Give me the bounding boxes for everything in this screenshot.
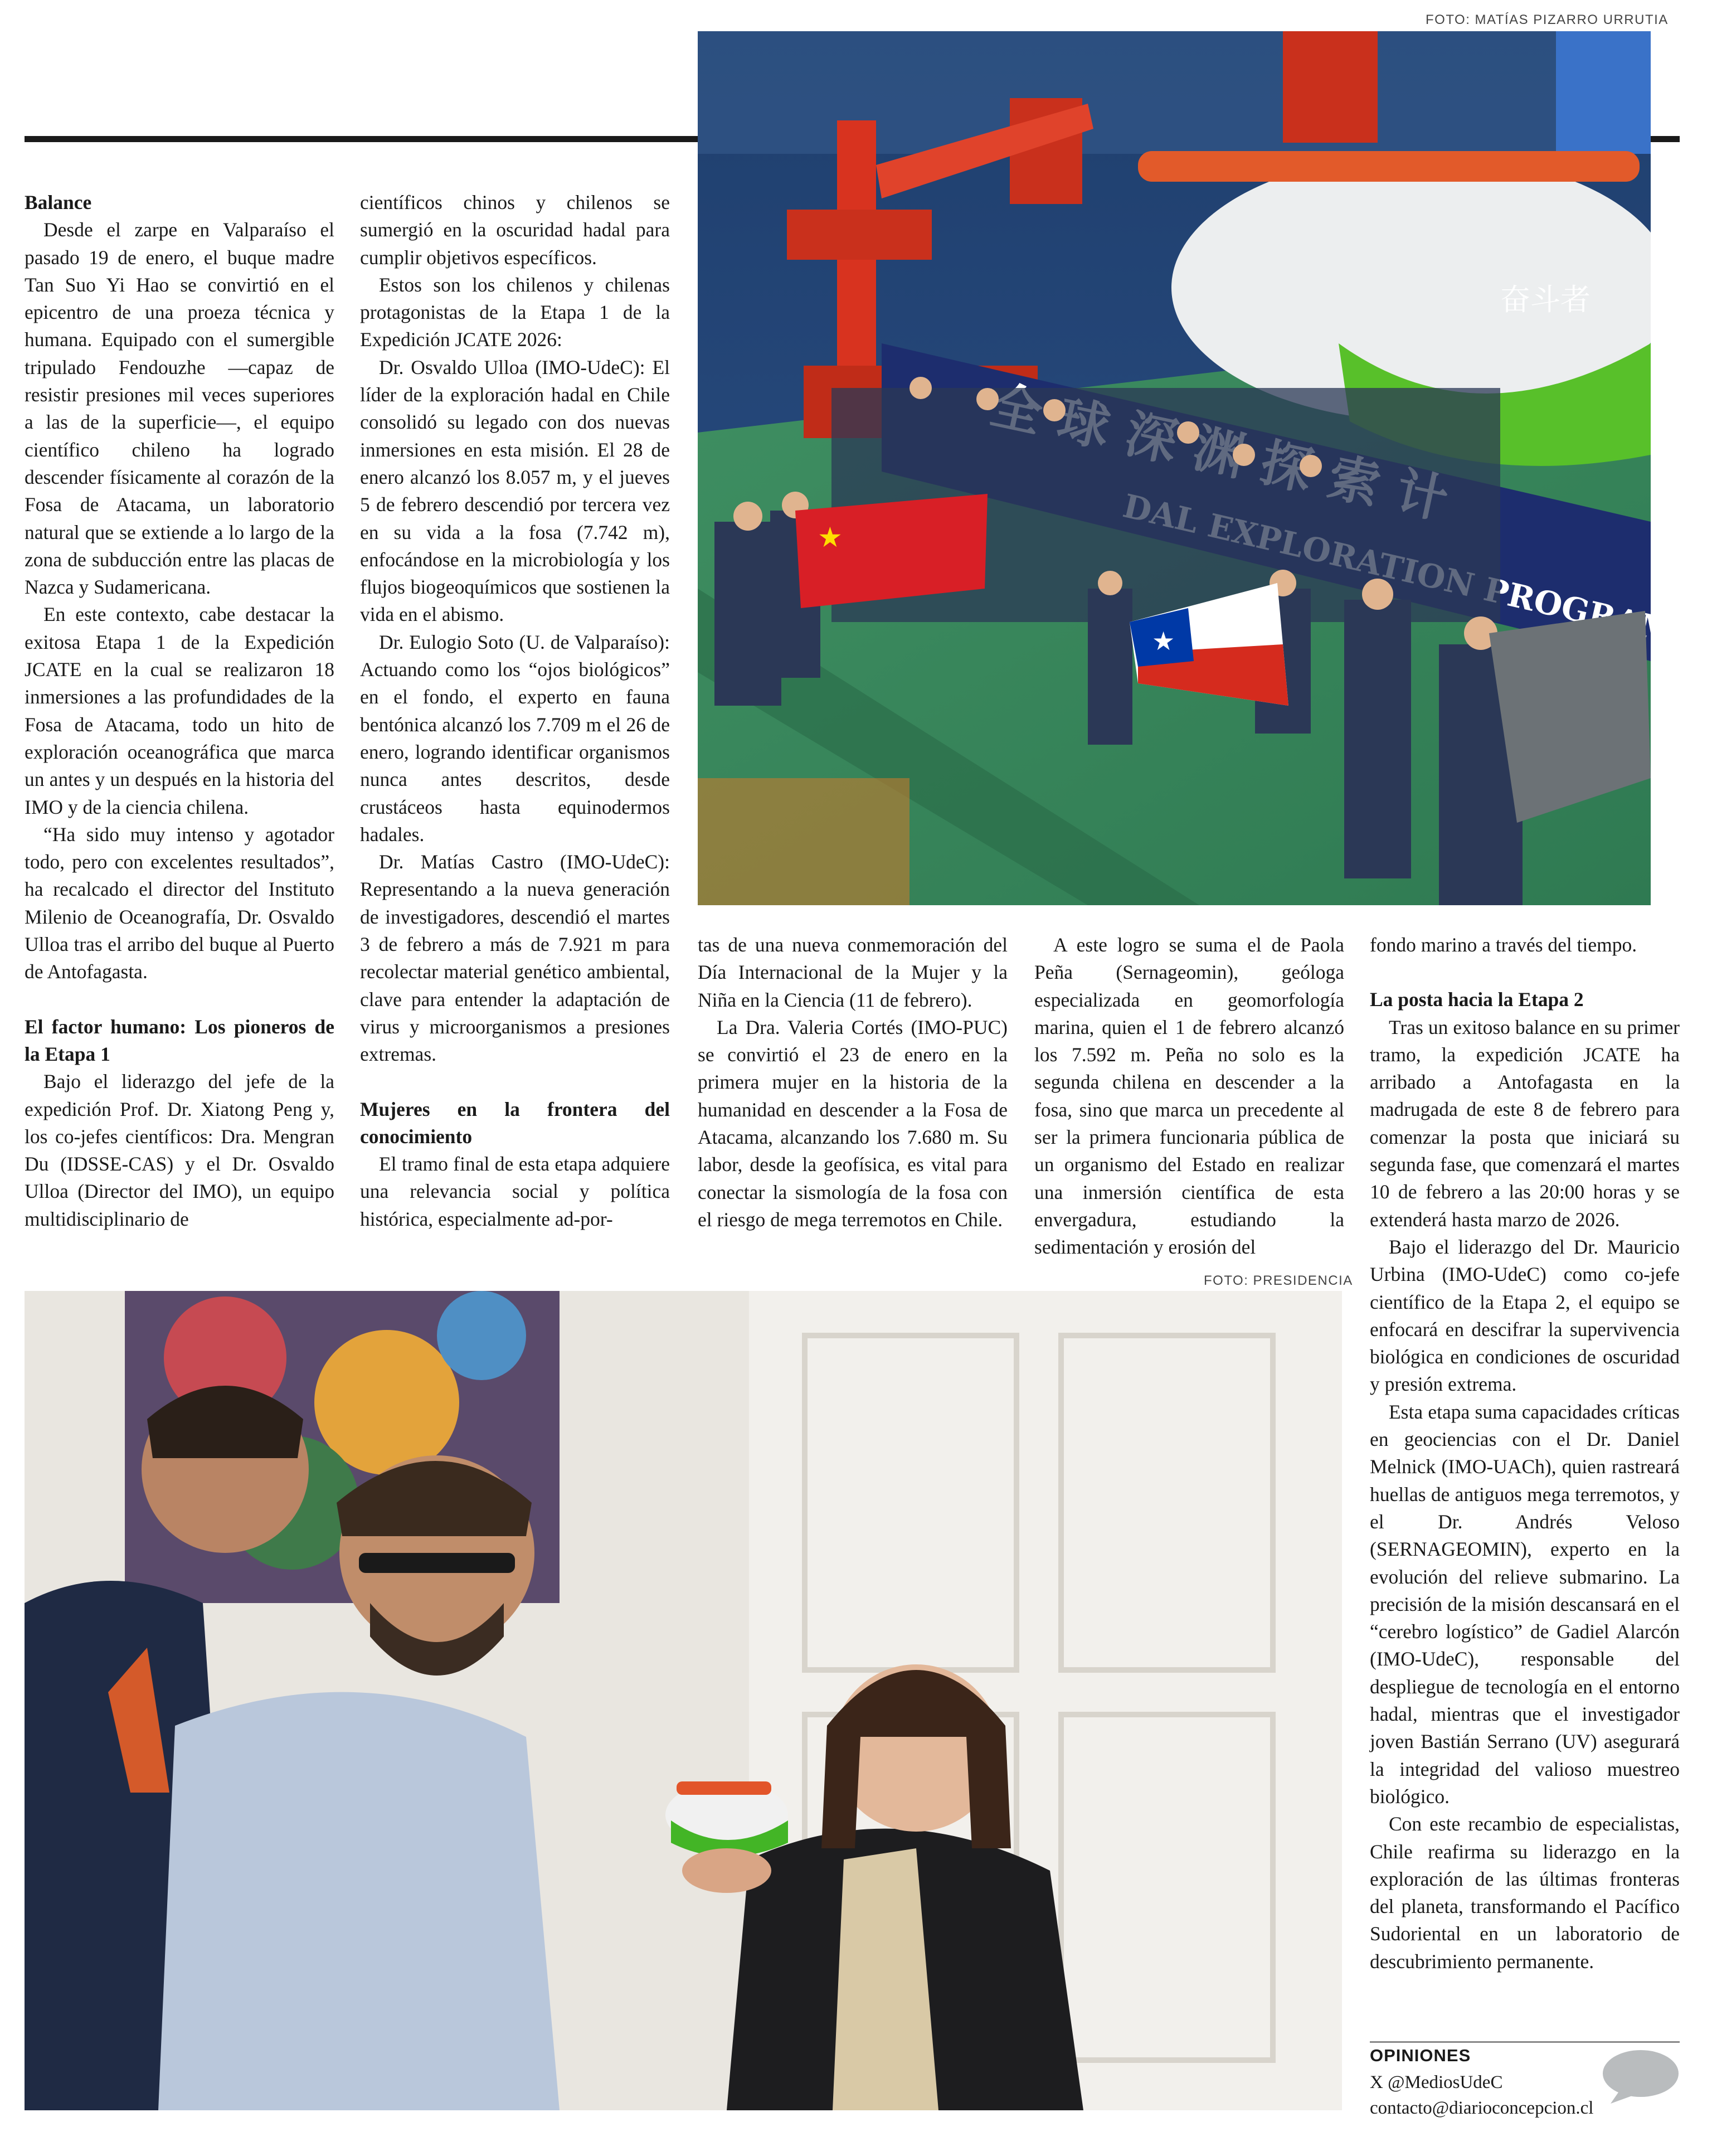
svg-text:★: ★ <box>1152 626 1175 656</box>
paragraph: Dr. Matías Castro (IMO-UdeC): Representando a la nueva generación de investigadores, descendió el martes 3 de febrero a más de 7.921 m para recolectar material genético ambiental, clave para entender la adaptación de virus y microorganismos a presiones extremas. <box>360 851 670 1066</box>
expedition-group-photo <box>698 31 1651 905</box>
paragraph: Dr. Eulogio Soto (U. de Valparaíso): Actuando como los “ojos biológicos” en el fondo, el experto en fauna bentónica alcanzó los 7.709 m el 26 de enero, logrando identificar organismos nunca antes descritos, desde crustáceos hasta equinodermos hadales. <box>360 630 670 846</box>
paragraph: Desde el zarpe en Valparaíso el pasado 19 de enero, el buque madre Tan Suo Yi Hao se convirtió en el epicentro de una proeza técnica y humana. Equipado con el sumergible tripulado Fendouzhe —capaz de resistir presiones mil veces superiores a las de la superficie—, el equipo científico chileno ha logrado descender físicamente al corazón de la Fosa de Atacama, un laboratorio natural que se extiende a lo largo de la zona de subducción entre las placas de Nazca y Sudamericana. <box>25 218 334 599</box>
top-rule-left <box>25 136 698 142</box>
submersible-name: 奋斗者 <box>1500 282 1591 317</box>
top-rule-right <box>1648 136 1680 142</box>
paragraph: Bajo el liderazgo del Dr. Mauricio Urbina (IMO-UdeC) como co-jefe científico de la Etapa 2, el equipo se enfocará en descifrar la supervivencia biológica en condiciones de oscuridad y presión extrema. <box>1370 1235 1680 1396</box>
top-photo <box>698 31 1651 905</box>
footer-email[interactable]: contacto@diarioconcepcion.cl <box>1370 2098 1594 2118</box>
article-column-3 <box>698 931 1008 1234</box>
paragraph: Con este recambio de especialistas, Chile reafirma su liderazgo en la exploración de las últimas fronteras del planeta, transformando el Pacífico Sudoriental en un laboratorio de descubrimiento permanente. <box>1370 1813 1680 1973</box>
paragraph: Estos son los chilenos y chilenas protagonistas de la Etapa 1 de la Expedición JCATE 2026: <box>360 273 670 351</box>
china-flag-graphic <box>795 494 988 608</box>
paragraph: En este contexto, cabe destacar la exitosa Etapa 1 de la Expedición JCATE en la cual se realizaron 18 inmersiones a las profundidades de la Fosa de Atacama, todo un hito de exploración oceanográfica que marca un antes y un después en la historia del IMO y de la ciencia chilena. <box>25 603 334 818</box>
footer-title: OPINIONES <box>1370 2046 1471 2065</box>
paragraph: Bajo el liderazgo del jefe de la expedición Prof. Dr. Xiatong Peng y, los co-jefes científicos: Dra. Mengran Du (IDSSE-CAS) y el Dr. Osvaldo Ulloa (Director del IMO), un equipo multidisciplinario de <box>25 1070 334 1230</box>
paragraph: El tramo final de esta etapa adquiere una relevancia social y política histórica, especialmente ad-por- <box>360 1153 670 1230</box>
bottom-photo-credit: FOTO: PRESIDENCIA <box>1204 1273 1353 1288</box>
paragraph: Tras un exitoso balance en su primer tramo, la expedición JCATE ha arribado a Antofagasta en la madrugada de este 8 de febrero para comenzar la posta que iniciará su segunda fase, que comenzará el martes 10 de febrero a las 20:00 horas y se extenderá hasta marzo de 2026. <box>1370 1016 1680 1231</box>
footer-social-handle[interactable]: X @MediosUdeC <box>1370 2072 1503 2092</box>
submersible-model-graphic <box>665 1781 788 1857</box>
article-column-4 <box>1034 931 1344 1261</box>
speech-bubble-icon <box>1598 2049 1680 2108</box>
footer-rule <box>1370 2041 1680 2043</box>
subhead-mujeres: Mujeres en la frontera del conocimiento <box>360 1098 670 1148</box>
article-column-1 <box>25 189 334 1233</box>
subhead-factor-humano: El factor humano: Los pioneros de la Etapa 1 <box>25 1015 334 1065</box>
paragraph: “Ha sido muy intenso y agotador todo, pero con excelentes resultados”, ha recalcado el director del Instituto Milenio de Oceanografía, Dr. Osvaldo Ulloa tras el arribo del buque al Puerto de Antofagasta. <box>25 823 334 983</box>
paragraph: La Dra. Valeria Cortés (IMO-PUC) se convirtió el 23 de enero en la primera mujer en la historia de la humanidad en descender a la Fosa de Atacama, alcanzando los 7.680 m. Su labor, desde la geofísica, es vital para conectar la sismología de la fosa con el riesgo de mega terremotos en Chile. <box>698 1016 1008 1231</box>
svg-text:★: ★ <box>818 521 843 553</box>
president-meeting-photo <box>25 1291 1342 2110</box>
top-photo-credit: FOTO: MATÍAS PIZARRO URRUTIA <box>1426 12 1669 27</box>
paragraph-continued: científicos chinos y chilenos se sumergió en la oscuridad hadal para cumplir objetivos específicos. <box>360 191 670 269</box>
subhead-posta-etapa-2: La posta hacia la Etapa 2 <box>1370 988 1584 1011</box>
paragraph-continued: fondo marino a través del tiempo. <box>1370 934 1637 956</box>
subhead-balance: Balance <box>25 191 92 213</box>
article-column-5 <box>1370 931 1680 1975</box>
paragraph: Dr. Osvaldo Ulloa (IMO-UdeC): El líder de la exploración hadal en Chile consolidó su legado con dos nuevas inmersiones en esta misión. El 28 de enero alcanzó los 8.057 m, y el jueves 5 de febrero descendió por tercera vez en su vida a la fosa (7.742 m), enfocándose en la microbiología y los flujos biogeoquímicos que sostienen la vida en el abismo. <box>360 356 670 626</box>
bottom-photo <box>25 1291 1342 2110</box>
banner-english-text: PROGRAMME <box>1480 570 1651 665</box>
paragraph: A este logro se suma el de Paola Peña (Sernageomin), geóloga especializada en geomorfología marina, quien el 1 de febrero alcanzó los 7.592 m. Peña no solo es la segunda chilena en descender a la fosa, sino que marca un precedente al ser la primera funcionaria pública de un organismo del Estado en realizar una inmersión científica de esta envergadura, estudiando la sedimentación y erosión del <box>1034 934 1344 1259</box>
paragraph-continued: tas de una nueva conmemoración del Día Internacional de la Mujer y la Niña en la Ciencia (11 de febrero). <box>698 934 1008 1011</box>
paragraph: Esta etapa suma capacidades críticas en geociencias con el Dr. Daniel Melnick (IMO-UACh), quien rastreará huellas de antiguos mega terremotos, y el Dr. Andrés Veloso (SERNAGEOMIN), experto en la evolución del relieve submarino. La precisión de la misión descansará en el “cerebro logístico” de Gadiel Alarcón (IMO-UdeC), responsable del despliegue de tecnología en el entorno hadal, mientras que el investigador joven Bastián Serrano (UV) asegurará la integridad del valioso muestreo biológico. <box>1370 1400 1680 1808</box>
article-column-2 <box>360 189 670 1233</box>
